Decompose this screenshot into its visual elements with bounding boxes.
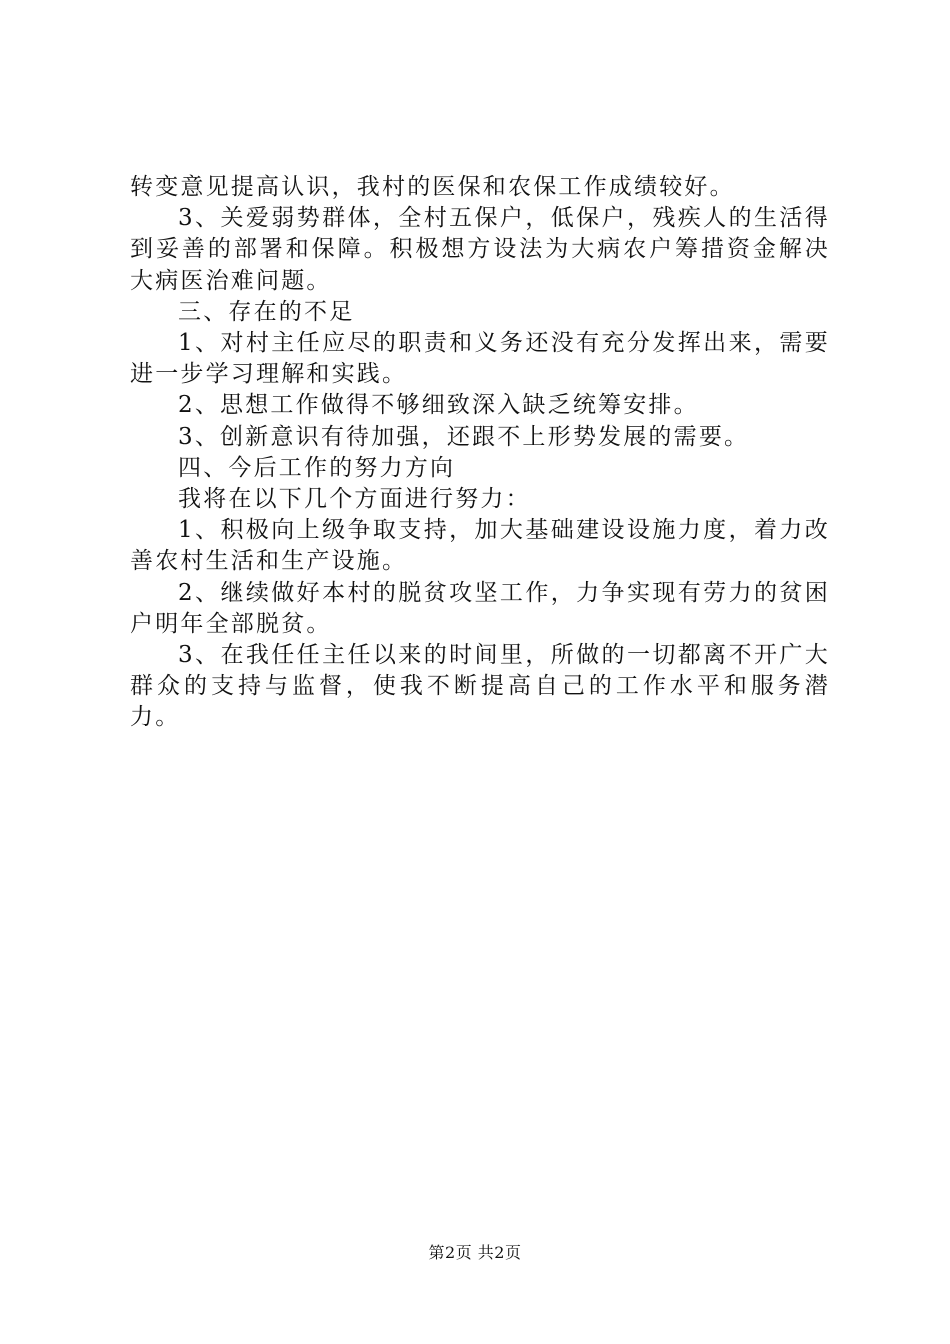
paragraph-4: 2、思想工作做得不够细致深入缺乏统筹安排。 [178, 392, 699, 419]
paragraph-8: 2、继续做好本村的脱贫攻坚工作，力争实现有劳力的贫困户明年全部脱贫。 [130, 579, 830, 637]
section-heading-future-direction: 四、今后工作的努力方向 [178, 454, 456, 481]
paragraph-7: 1、积极向上级争取支持，加大基础建设设施力度，着力改善农村生活和生产设施。 [130, 517, 830, 575]
document-body [130, 172, 830, 734]
section-heading-shortcomings: 三、存在的不足 [178, 298, 355, 325]
paragraph-2: 3、关爱弱势群体，全村五保户，低保户，残疾人的生活得到妥善的部署和保障。积极想方设法为大病农户筹措资金解决大病医治难问题。 [130, 205, 830, 294]
page-number-footer: 第2页 共2页 [428, 1243, 522, 1262]
paragraph-1: 转变意见提高认识，我村的医保和农保工作成绩较好。 [130, 174, 735, 200]
paragraph-3: 1、对村主任应尽的职责和义务还没有充分发挥出来，需要进一步学习理解和实践。 [130, 330, 830, 388]
paragraph-5: 3、创新意识有待加强，还跟不上形势发展的需要。 [178, 423, 750, 450]
paragraph-9: 3、在我任任主任以来的时间里，所做的一切都离不开广大群众的支持与监督，使我不断提高自己的工作水平和服务潜力。 [130, 642, 830, 731]
paragraph-6: 我将在以下几个方面进行努力： [178, 486, 531, 513]
